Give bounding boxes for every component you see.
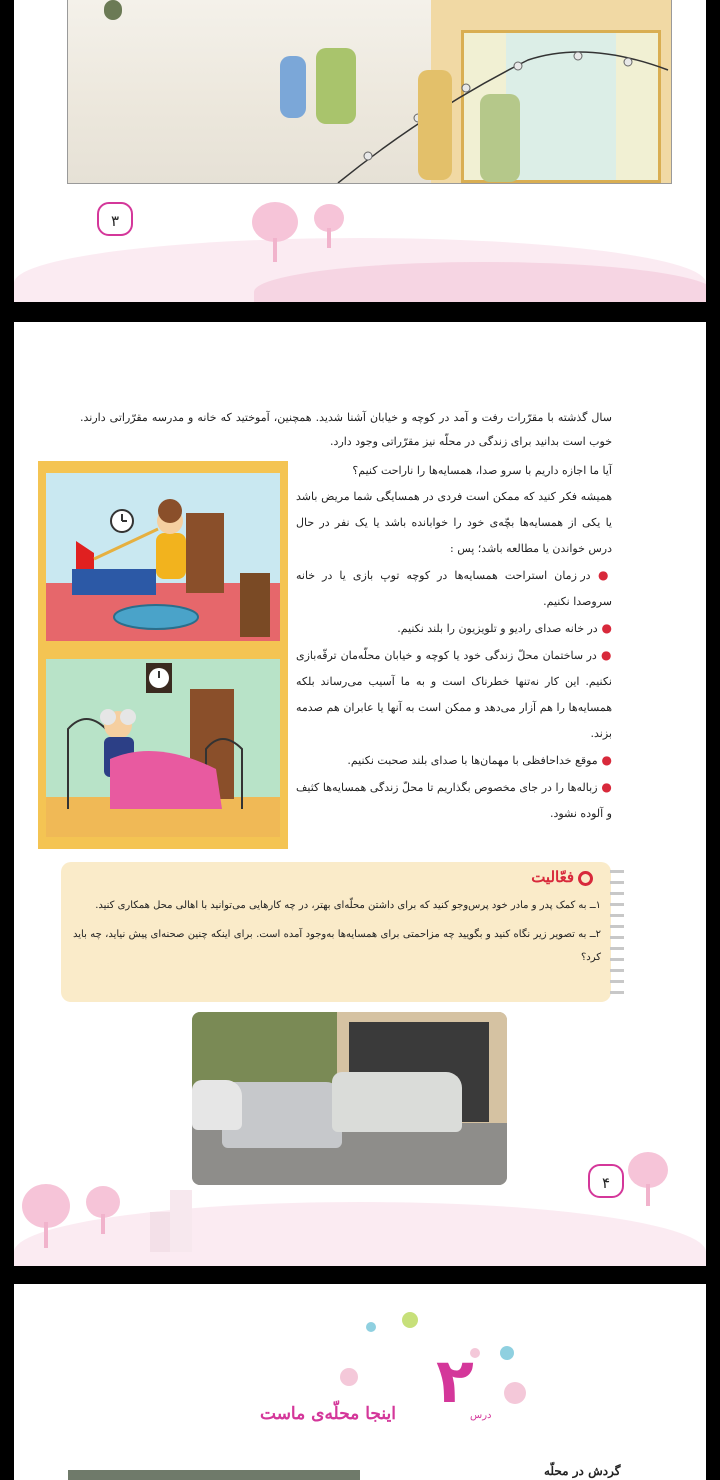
section-title: گردش در محلّه [544, 1464, 621, 1478]
pink-tree [252, 202, 298, 242]
section-photo-strip [68, 1470, 360, 1480]
bullet-dot-icon: ● [590, 568, 612, 582]
trumpet-boy-art [46, 473, 280, 641]
car-white [332, 1072, 462, 1132]
activity-item: ۲ــ به تصویر زیر نگاه کنید و بگویید چه مزاحمتی برای همسایه‌ها به‌وجود آمده است. برای اینکه چنین صحنه‌ای پیش نیاید، چه باید کرد؟ [73, 929, 601, 963]
child-top-figure [104, 0, 122, 20]
room-elderly-man [46, 659, 280, 837]
intro-paragraph: سال گذشته با مقرّرات رفت و آمد در کوچه و خیابان آشنا شدید. همچنین، آموختید که خانه و مدرسه مقرّراتی دارند. خوب است بدانید برای زندگی در محلّه نیز مقرّراتی وجود دارد. [80, 411, 612, 448]
man-figure [316, 48, 356, 124]
pink-tree-right [628, 1152, 668, 1188]
boy-lights-figure [418, 70, 452, 180]
page-lesson-2 [14, 1284, 706, 1480]
decor-dot [500, 1346, 514, 1360]
car-small [192, 1080, 242, 1130]
rule-text: در خانه صدای رادیو و تلویزیون را بلند نکنیم. [397, 622, 598, 635]
lesson-number: ۲ [436, 1344, 474, 1417]
page-number-badge: ۴ [588, 1164, 624, 1198]
page-3 [14, 0, 706, 302]
parked-cars-photo [192, 1012, 507, 1185]
boy-figure [280, 56, 306, 118]
faded-building-tall [170, 1190, 192, 1252]
bullet-dot-icon: ● [597, 780, 613, 794]
question-line: آیا ما اجازه داریم با سرو صدا، همسایه‌ها را ناراحت کنیم؟ [352, 464, 612, 477]
bullet-dot-icon: ● [597, 753, 612, 767]
activity-box [61, 862, 611, 1002]
lesson-word: درس [470, 1410, 492, 1421]
man-window-figure [480, 94, 520, 182]
bullet-dot-icon: ● [596, 648, 612, 662]
activity-title: فعّالیت [531, 868, 574, 886]
rule-bullet [296, 562, 612, 615]
body-paragraph: همیشه فکر کنید که ممکن است فردی در همسایگی شما مریض باشد یا یکی از همسایه‌ها بچّه‌ی خود را خوابانده باشد یا یک نفر در حال درس خواندن یا مطالعه باشد؛ پس : [296, 490, 612, 555]
street-illustration [67, 0, 672, 184]
rule-bullet [296, 642, 612, 747]
activity-item: ۱ــ به کمک پدر و مادر خود پرس‌وجو کنید که برای داشتن محلّه‌ای بهتر، در چه کارهایی می‌توانید با اهالی محل همکاری کنید. [95, 900, 601, 911]
rule-text: در زمان استراحت همسایه‌ها در کوچه توپ بازی یا در خانه سروصدا نکنیم. [296, 569, 612, 608]
rule-bullet [296, 774, 612, 827]
lesson-title: اینجا محلّه‌ی ماست [260, 1404, 396, 1424]
rule-text: زباله‌ها را در جای مخصوص بگذاریم تا محلّ زندگی همسایه‌ها کثیف و آلوده نشود. [296, 781, 612, 820]
decor-dot [402, 1312, 418, 1328]
old-man-bed-art [46, 659, 280, 837]
bullet-dot-icon: ● [597, 621, 612, 635]
room-noisy-boy [46, 473, 280, 641]
rule-bullet [296, 747, 612, 774]
rule-bullet [296, 615, 612, 642]
lights-string [68, 0, 671, 183]
decor-dot [366, 1322, 376, 1332]
activity-heading [531, 868, 593, 886]
tree-trunk-small [327, 228, 331, 248]
activity-ring-icon [578, 871, 593, 886]
activity-items [73, 894, 601, 975]
rules-column [296, 458, 612, 827]
neighbors-illustration [38, 461, 288, 849]
tree-trunk [273, 238, 277, 262]
tree-trunk [44, 1222, 48, 1248]
page-4 [14, 322, 706, 1266]
tree-trunk-right [646, 1184, 650, 1206]
decor-dot [340, 1368, 358, 1386]
rule-text: موقع خداحافظی با مهمان‌ها با صدای بلند صحبت نکنیم. [347, 754, 598, 767]
decor-dot [504, 1382, 526, 1404]
page-number-badge: ۳ [97, 202, 133, 236]
pink-hill [14, 1202, 706, 1266]
spiral-binding-icon [610, 870, 624, 998]
tree-trunk-small [101, 1214, 105, 1234]
rule-text: در ساختمان محلّ زندگی خود یا کوچه و خیابان محلّه‌مان ترقّه‌بازی نکنیم. این کار نه‌تنها خطرناک است و به ما آسیب می‌رساند بلکه همسایه‌ها را هم آزار می‌دهد و ممکن است به آنها یا عابران هم صدمه بزند. [296, 649, 612, 740]
